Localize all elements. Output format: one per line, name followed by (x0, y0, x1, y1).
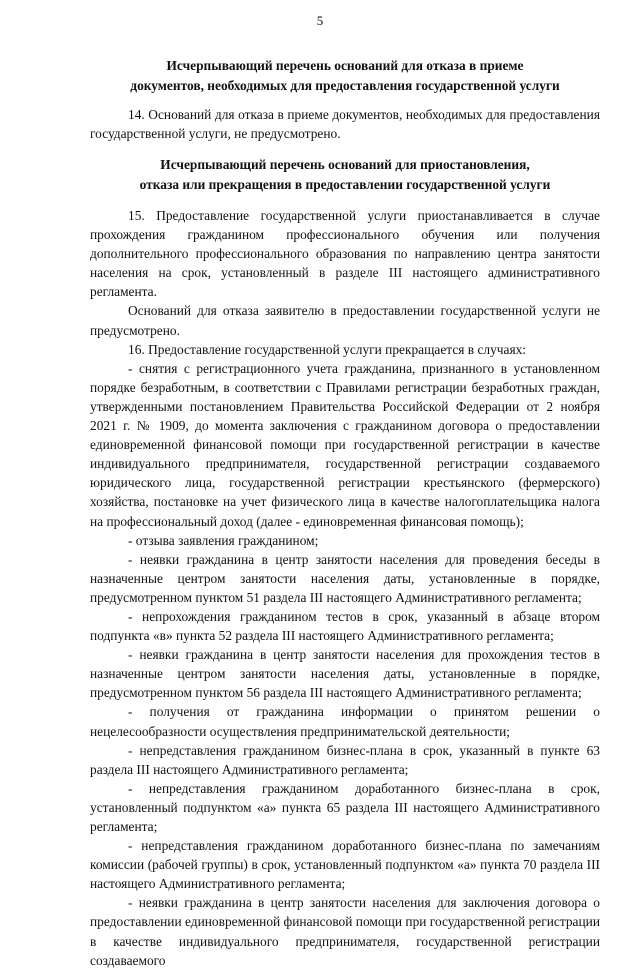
paragraph-16: 16. Предоставление государственной услуги прекращается в случаях: (128, 341, 527, 357)
list-item: - неявки гражданина в центр занятости населения для проведения беседы в назначенные центром занятости населения даты, установленные в порядке, предусмотренном пунктом 51 раздела III настоящего Административного регламента; (90, 551, 600, 605)
list-item: - непредставления гражданином доработанного бизнес-плана по замечаниям комиссии (рабочей группы) в срок, установленный подпунктом «а» пункта 70 раздела III настоящего Административного регламента; (90, 838, 600, 892)
list-item: - снятия с регистрационного учета гражданина, признанного в установленном порядке безработным, в соответствии с Правилами регистрации безработных граждан, утвержденными постановлением Правительства Российской Федерации от 2 ноября 2021 г. № 1909, до момента заключения с гражданином договора о предоставлении единовременной финансовой помощи при государственной регистрации в качестве индивидуального предпринимателя, государственной регистрации создаваемого юридического лица, государственной регистрации крестьянского (фермерского) хозяйства, постановке на учет физического лица в качестве налогоплательщика налога на профессиональный доход (далее - единовременная финансовая помощь); (90, 360, 600, 529)
paragraph-no-refusal: Оснований для отказа заявителю в предоставлении государственной услуги не предусмотрено. (90, 303, 600, 338)
heading-line: документов, необходимых для предоставления государственной услуги (130, 77, 560, 93)
heading-line: Исчерпывающий перечень оснований для отказа в приеме (166, 58, 524, 73)
section-14 (90, 105, 600, 143)
list-item: - неявки гражданина в центр занятости населения для заключения договора о предоставлении единовременной финансовой помощи при государственной регистрации в качестве индивидуального предпринимателя, государственной регистрации создаваемого (90, 895, 600, 968)
main-text (90, 206, 600, 970)
heading-line: Исчерпывающий перечень оснований для приостановления, (160, 157, 530, 172)
paragraph-14: 14. Оснований для отказа в приеме документов, необходимых для предоставления государственной услуги, не предусмотрено. (90, 107, 600, 142)
list-item: - непредставления гражданином доработанного бизнес-плана в срок, установленный подпунктом «а» пункта 65 раздела III настоящего Административного регламента; (90, 780, 600, 834)
list-item: - получения от гражданина информации о принятом решении о нецелесообразности осуществления предпринимательской деятельности; (90, 704, 600, 739)
list-item: - непрохождения гражданином тестов в срок, указанный в абзаце втором подпункта «в» пункта 52 раздела III настоящего Административного регламента; (90, 608, 600, 644)
heading-line: отказа или прекращения в предоставлении государственной услуги (139, 176, 551, 192)
list-item: - неявки гражданина в центр занятости населения для прохождения тестов в назначенные центром занятости населения даты, установленные в порядке, предусмотренном пунктом 56 раздела III настоящего Административного регламента; (90, 647, 600, 701)
heading-suspension-refusal-termination (90, 155, 600, 194)
paragraph-15: 15. Предоставление государственной услуги приостанавливается в случае прохождения гражданином профессионального обучения или получения дополнительного профессионального образования по направлению центра занятости населения на срок, установленный в разделе III настоящего административного регламента. (90, 208, 600, 300)
heading-refusal-to-accept (90, 56, 600, 95)
page-number: 5 (316, 13, 324, 28)
list-item: - отзыва заявления гражданином; (128, 532, 319, 548)
list-item: - непредставления гражданином бизнес-плана в срок, указанный в пункте 63 раздела III настоящего Административного регламента; (90, 742, 600, 777)
